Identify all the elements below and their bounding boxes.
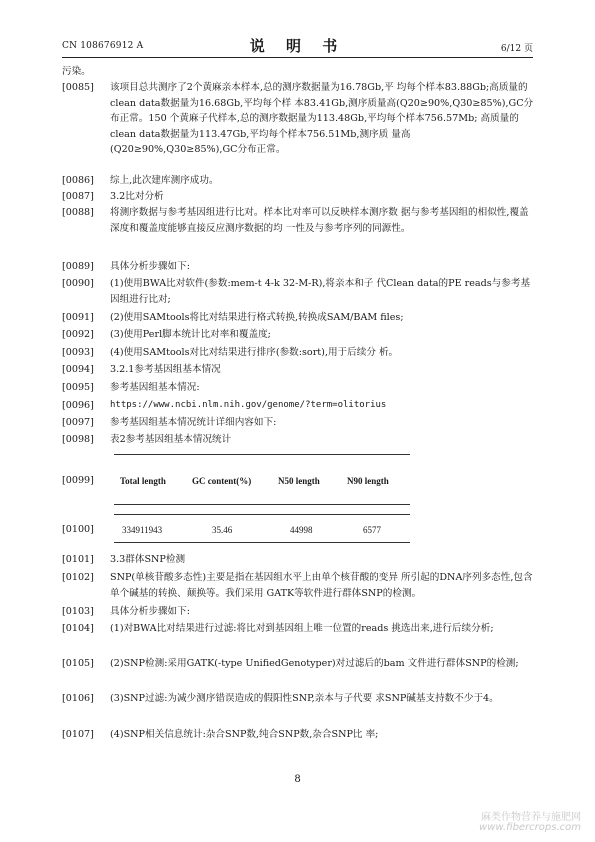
paragraph-number: [0095] [62, 382, 94, 393]
paragraph-number: [0106] [62, 693, 94, 704]
table-caption: 表2参考基因组基本情况统计 [110, 434, 232, 445]
paragraph-text: 综上,此次建库测序成功。 [110, 175, 219, 186]
paragraph-text: (4)SNP相关信息统计:杂合SNP数,纯合SNP数,杂合SNP比 率; [110, 729, 379, 740]
section-heading: 3.2.1参考基因组基本情况 [110, 364, 221, 375]
header-rule [62, 57, 533, 58]
paragraph-number: [0086] [62, 175, 94, 186]
paragraph-text: 将测序数据与参考基因组进行比对。样本比对率可以反映样本测序数 据与参考基因组的相似性,覆盖深度和覆盖度能够直接反应测序数据的均 一性及与参考序列的同源性。 [110, 207, 529, 234]
table-cell-n90-length: 6577 [363, 525, 381, 535]
paragraph-text: 参考基因组基本情况: [110, 382, 200, 393]
paragraph-number: [0107] [62, 729, 94, 740]
paragraph-number: [0089] [62, 261, 94, 272]
paragraph-0089 [62, 259, 536, 275]
paragraph-number: [0088] [62, 207, 94, 218]
paragraph-0101 [62, 552, 536, 568]
section-heading: 3.3群体SNP检测 [110, 554, 186, 565]
paragraph-0097 [62, 415, 536, 431]
paragraph-number: [0091] [62, 312, 94, 323]
paragraph-0093 [62, 345, 536, 361]
table-top-rule [114, 454, 410, 455]
paragraph-number: [0103] [62, 606, 94, 617]
paragraph-text: (3)使用Perl脚本统计比对率和覆盖度; [110, 329, 271, 340]
paragraph-number: [0104] [62, 623, 94, 634]
paragraph-number: [0098] [62, 434, 94, 445]
table-cell-total-length: 334911943 [122, 525, 163, 535]
paragraph-0091 [62, 310, 536, 326]
paragraph-text: (4)使用SAMtools对比对结果进行排序(参数:sort),用于后续分 析。 [110, 347, 399, 358]
paragraph-0085 [62, 80, 536, 158]
paragraph-0090 [62, 276, 536, 307]
table-cell-n50-length: 44998 [290, 525, 313, 535]
paragraph-0092 [62, 327, 536, 343]
table-row-number-data: [0100] [62, 524, 94, 535]
header-patent-number: CN 108676912 A [62, 41, 144, 51]
paragraph-text: (2)SNP检测:采用GATK(-type UnifiedGenotyper)对过滤后的bam 文件进行群体SNP的检测; [110, 658, 519, 669]
table-header-n50-length: N50 length [278, 476, 320, 486]
table-row-number-header: [0099] [62, 475, 94, 486]
paragraph-text: (3)SNP过滤:为减少测序错误造成的假阳性SNP,亲本与子代要 求SNP碱基支持数不少于4。 [110, 693, 499, 704]
table-header-total-length: Total length [120, 476, 166, 486]
table-header-rule [114, 504, 410, 505]
paragraph-0094 [62, 362, 536, 378]
header-title: 说 明 书 [249, 37, 346, 55]
paragraph-number: [0092] [62, 329, 94, 340]
paragraph-number: [0085] [62, 82, 94, 93]
paragraph-text: (1)对BWA比对结果进行过滤:将比对到基因组上唯一位置的reads 挑选出来,进行后续分析; [110, 623, 494, 634]
paragraph-number: [0087] [62, 191, 94, 202]
paragraph-0088 [62, 205, 536, 236]
paragraph-0106 [62, 691, 536, 707]
paragraph-text: 具体分析步骤如下: [110, 261, 190, 272]
reference-url-link[interactable]: https://www.ncbi.nlm.nih.gov/genome/?term=olitorius [110, 400, 387, 410]
paragraph-number: [0102] [62, 572, 94, 583]
paragraph-text: 具体分析步骤如下: [110, 606, 190, 617]
watermark-url: www.fibercrops.com [479, 822, 581, 833]
paragraph-0105 [62, 656, 536, 672]
table-cell-gc-content: 35.46 [212, 525, 233, 535]
paragraph-number: [0105] [62, 658, 94, 669]
table-header-n90-length: N90 length [347, 476, 389, 486]
paragraph-0096 [62, 398, 536, 414]
paragraph-text: (1)使用BWA比对软件(参数:mem-t 4-k 32-M-R),将亲本和子 代Clean data的PE reads与参考基因组进行比对; [110, 278, 531, 305]
paragraph-number: [0090] [62, 278, 94, 289]
page-number: 8 [294, 774, 301, 785]
paragraph-0103 [62, 604, 536, 620]
paragraph-text: (2)使用SAMtools将比对结果进行格式转换,转换成SAM/BAM files; [110, 312, 404, 323]
section-heading: 3.2比对分析 [110, 191, 164, 202]
paragraph-number: [0094] [62, 364, 94, 375]
table-header-rule-2 [114, 514, 410, 515]
watermark-chinese: 麻类作物营养与施肥网 [481, 812, 581, 823]
paragraph-number: [0097] [62, 417, 94, 428]
paragraph-0104 [62, 621, 536, 637]
paragraph-number: [0096] [62, 400, 94, 411]
paragraph-text: SNP(单核苷酸多态性)主要是指在基因组水平上由单个核苷酸的变异 所引起的DNA序列多态性,包含单个碱基的转换、颠换等。我们采用 GATK等软件进行群体SNP的检测。 [110, 572, 533, 599]
paragraph-text: 该项目总共测序了2个黄麻亲本样本,总的测序数据量为16.78Gb,平 均每个样本83.88Gb;高质量的clean data数据量为16.68Gb,平均每个样 本83.41Gb,测序质量高(Q20≥90%,Q30≥85%),GC分布正常。150 个黄麻子代样本,总的测序数据量为113.48Gb,平均每个样本756.57Mb; 高质量的clean data数据量为113.47Gb,平均每个样本756.51Mb,测序质 量高(Q20≥90%,Q30≥85%),GC分布正常。 [110, 82, 534, 155]
paragraph-0086 [62, 173, 536, 189]
paragraph-number: [0101] [62, 554, 94, 565]
continuation-text: 污染。 [62, 66, 91, 77]
header-page-indicator: 6/12 页 [500, 44, 533, 54]
paragraph-0098 [62, 432, 536, 448]
paragraph-text: 参考基因组基本情况统计详细内容如下: [110, 417, 277, 428]
paragraph-0087 [62, 189, 536, 205]
table-bottom-rule [114, 542, 410, 543]
paragraph-0102 [62, 570, 536, 601]
paragraph-0107 [62, 727, 536, 743]
table-header-gc-content: GC content(%) [192, 476, 252, 486]
paragraph-0095 [62, 380, 536, 396]
paragraph-number: [0093] [62, 347, 94, 358]
